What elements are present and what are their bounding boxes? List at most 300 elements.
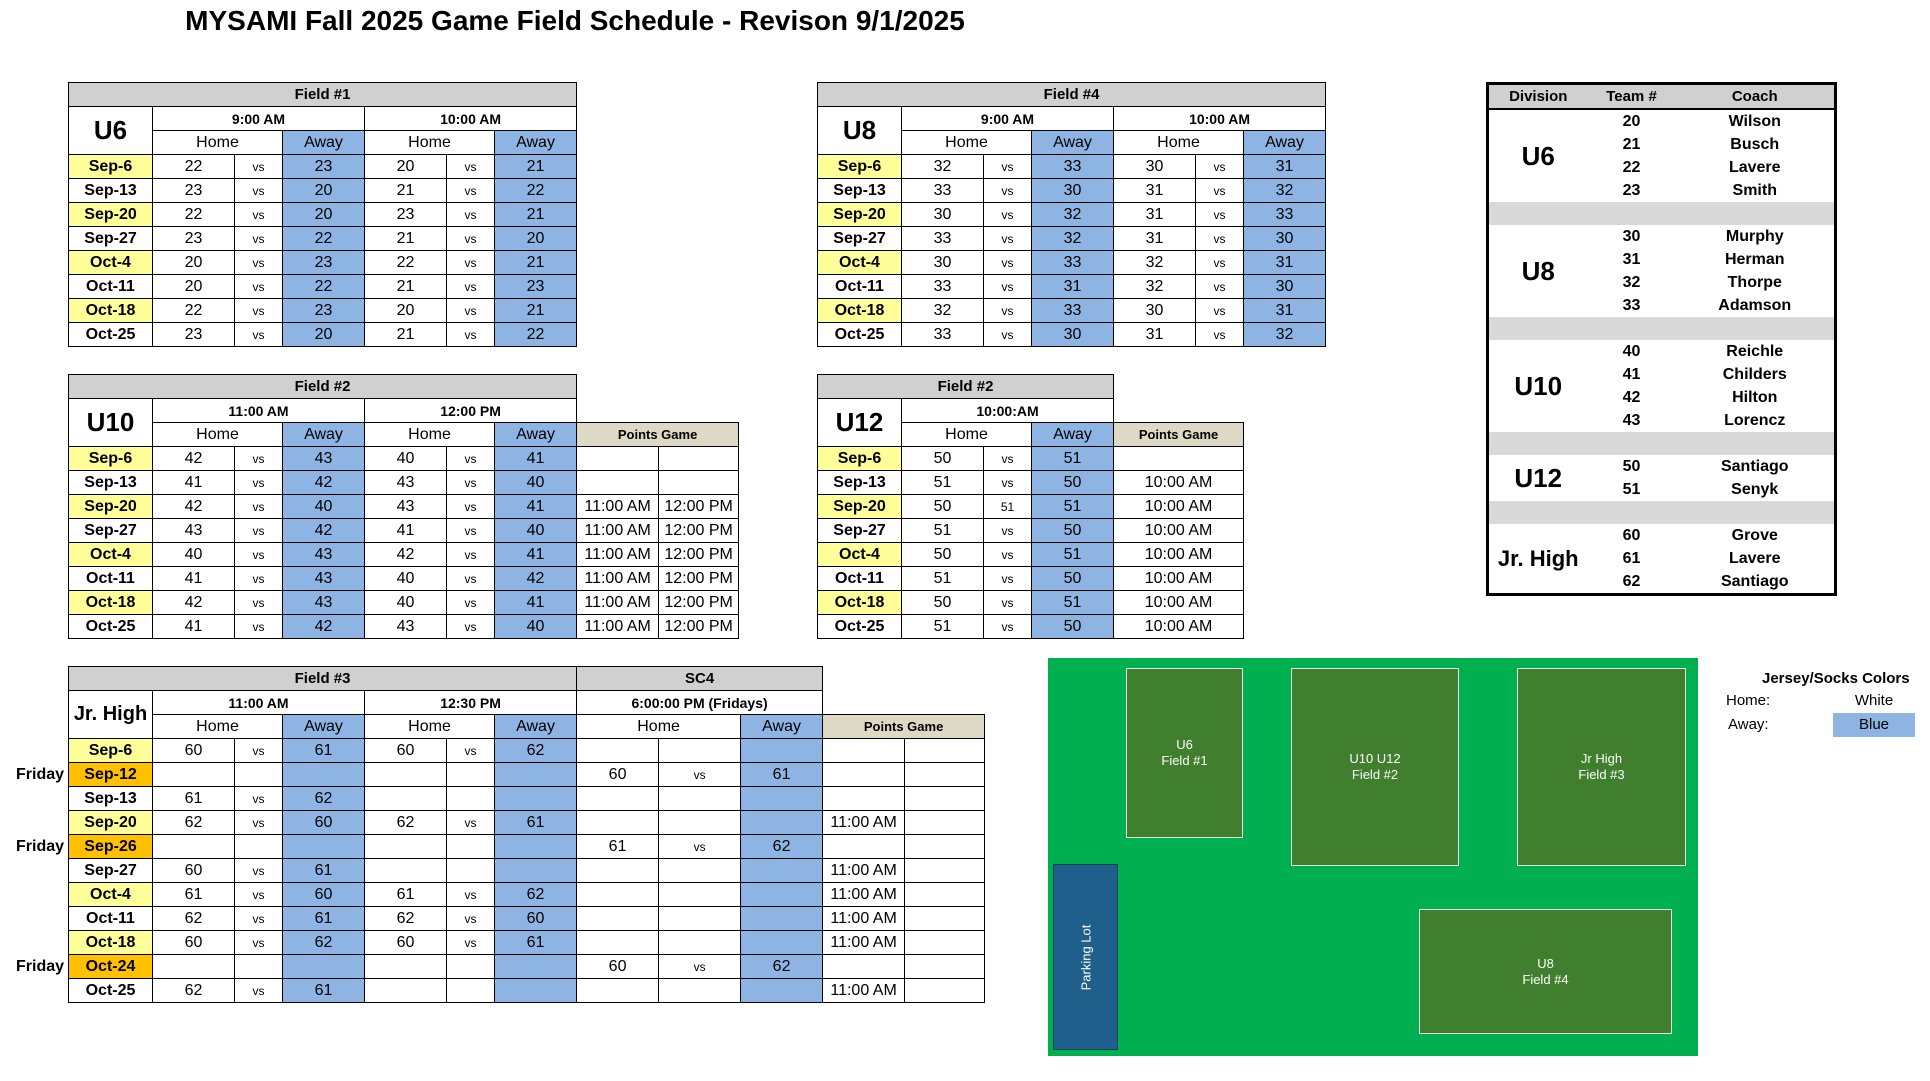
points-game-empty [905,955,985,979]
division-label: U12 [818,399,902,447]
home-team-cell: 31 [1114,203,1196,227]
date-cell: Oct-18 [818,299,902,323]
points-game-time: 11:00 AM [577,567,659,591]
table-row [818,299,1326,323]
home-team-cell [153,763,235,787]
date-cell: Sep-6 [818,155,902,179]
away-team-cell: 43 [283,591,365,615]
home-team-cell: 21 [365,179,447,203]
away-team-cell: 31 [1244,251,1326,275]
points-game-time: 11:00 AM [823,931,905,955]
vs-label: vs [1196,227,1244,251]
team-row [1488,340,1836,363]
legend-away-label: Away: [1728,716,1769,733]
u10-schedule-table [68,374,739,639]
away-team-cell: 23 [283,251,365,275]
vs-label: vs [1196,323,1244,347]
date-cell: Oct-4 [818,543,902,567]
division-separator [1488,432,1836,455]
away-team-cell: 20 [283,323,365,347]
away-team-cell: 50 [1032,471,1114,495]
points-game-time [577,471,659,495]
points-game-empty [905,931,985,955]
friday-label: Friday [16,957,65,975]
away-team-cell: 61 [495,811,577,835]
table-row [818,275,1326,299]
vs-label: vs [447,203,495,227]
points-game-time: 12:00 PM [659,567,739,591]
division-name: U6 [1521,140,1555,171]
away-header: Away [495,423,577,447]
vs-label: vs [235,883,283,907]
team-number: 50 [1622,457,1641,475]
home-header: Home [365,423,495,447]
home-team-cell: 60 [153,739,235,763]
date-cell: Sep-6 [69,155,153,179]
map-field-u6 [1126,668,1243,838]
points-game-time [823,763,905,787]
home-team-cell: 50 [902,591,984,615]
team-number: 43 [1622,411,1641,429]
away-team-cell: 41 [495,447,577,471]
vs-label: vs [447,567,495,591]
away-team-cell: 41 [495,543,577,567]
vs-label: vs [447,739,495,763]
points-game-time: 11:00 AM [577,519,659,543]
table-row [69,471,739,495]
away-team-cell: 30 [1244,275,1326,299]
table-row [818,471,1244,495]
home-team-cell [365,763,447,787]
coach-name: Herman [1724,250,1785,268]
table-row [69,907,985,931]
home-team-cell [577,931,659,955]
coach-name: Adamson [1718,296,1792,314]
away-team-cell: 40 [495,519,577,543]
points-game-empty [905,907,985,931]
points-game-time: 10:00 AM [1114,495,1244,519]
vs-label [659,979,741,1003]
sc4-header: SC4 [577,667,823,691]
home-team-cell: 32 [1114,275,1196,299]
home-team-cell: 60 [577,763,659,787]
home-team-cell [577,739,659,763]
table-row [69,979,985,1003]
vs-label: vs [659,835,741,859]
vs-label [447,979,495,1003]
coach-col-header: Coach [1676,84,1836,110]
away-team-cell: 43 [283,567,365,591]
away-header: Away [1032,131,1114,155]
map-field-number: Field #4 [1522,971,1569,987]
date-cell: Oct-18 [69,299,153,323]
away-team-cell: 62 [495,739,577,763]
away-team-cell: 22 [283,227,365,251]
home-team-cell: 51 [902,567,984,591]
table-row [69,931,985,955]
away-team-cell [741,739,823,763]
points-game-time: 12:00 PM [659,519,739,543]
table-row [69,299,577,323]
table-row [818,543,1244,567]
away-team-cell: 32 [1244,179,1326,203]
points-game-empty [905,835,985,859]
away-team-cell: 23 [283,299,365,323]
date-cell: Sep-6 [69,447,153,471]
team-number: 23 [1622,181,1641,199]
vs-label: vs [447,907,495,931]
away-team-cell: 21 [495,299,577,323]
away-team-cell [283,955,365,979]
vs-label: vs [235,787,283,811]
division-label: U8 [818,107,902,155]
away-team-cell [495,835,577,859]
vs-label: vs [447,275,495,299]
date-cell: Oct-25 [69,979,153,1003]
division-col-header: Division [1488,84,1588,110]
away-team-cell: 30 [1032,323,1114,347]
points-game-empty [905,739,985,763]
time-slot-2: 12:30 PM [365,691,577,715]
home-team-cell: 33 [902,275,984,299]
home-team-cell [577,787,659,811]
map-field-u10-u12 [1291,668,1459,866]
away-team-cell: 61 [283,739,365,763]
date-cell: Oct-11 [818,567,902,591]
team-number: 30 [1622,227,1641,245]
date-cell: Oct-18 [69,591,153,615]
away-team-cell: 41 [495,591,577,615]
time-slot-1: 10:00:AM [902,399,1114,423]
home-team-cell: 51 [902,471,984,495]
points-game-time: 11:00 AM [823,883,905,907]
vs-label: vs [984,543,1032,567]
vs-label [659,787,741,811]
table-row [818,495,1244,519]
away-team-cell: 32 [1032,203,1114,227]
time-slot-1: 11:00 AM [153,399,365,423]
table-row [69,859,985,883]
home-header: Home [902,423,1032,447]
legend-home-label: Home: [1726,692,1771,709]
home-team-cell: 41 [365,519,447,543]
division-name: U12 [1514,462,1563,493]
vs-label: vs [235,811,283,835]
coach-name: Busch [1730,135,1780,153]
table-row [69,203,577,227]
home-team-cell: 41 [153,615,235,639]
vs-label: vs [235,251,283,275]
table-row [818,227,1326,251]
table-row [69,811,985,835]
vs-label: vs [1196,179,1244,203]
vs-label [447,763,495,787]
away-team-cell: 50 [1032,567,1114,591]
vs-label: vs [984,591,1032,615]
team-number: 61 [1622,549,1641,567]
vs-label: vs [984,179,1032,203]
home-team-cell: 31 [1114,227,1196,251]
home-team-cell: 22 [153,299,235,323]
away-team-cell: 30 [1244,227,1326,251]
points-game-time [823,787,905,811]
away-team-cell: 62 [283,931,365,955]
team-number: 20 [1622,112,1641,130]
vs-label: vs [447,447,495,471]
away-team-cell: 42 [495,567,577,591]
points-game-time: 11:00 AM [577,615,659,639]
table-row [818,203,1326,227]
away-header: Away [283,131,365,155]
friday-label: Friday [16,837,65,855]
away-team-cell: 61 [283,907,365,931]
u6-schedule-table [68,82,577,347]
date-cell: Oct-11 [69,567,153,591]
home-team-cell: 61 [153,883,235,907]
vs-label: vs [447,615,495,639]
home-team-cell: 43 [365,471,447,495]
vs-label: vs [984,227,1032,251]
away-header: Away [283,423,365,447]
separator-cell [1488,202,1836,225]
points-game-time [823,955,905,979]
friday-label: Friday [16,765,65,783]
table-row [69,495,739,519]
vs-label: vs [235,739,283,763]
team-number: 32 [1622,273,1641,291]
vs-label: vs [984,155,1032,179]
vs-label: vs [984,519,1032,543]
table-row [69,567,739,591]
away-team-cell [741,931,823,955]
date-cell: Sep-27 [69,519,153,543]
home-team-cell: 30 [1114,155,1196,179]
vs-label: vs [659,955,741,979]
away-team-cell: 21 [495,155,577,179]
home-team-cell [577,979,659,1003]
points-game-empty [905,811,985,835]
table-row [818,155,1326,179]
time-slot-3: 6:00:00 PM (Fridays) [577,691,823,715]
table-row [69,275,577,299]
date-cell: Sep-13 [69,471,153,495]
time-slot-1: 9:00 AM [902,107,1114,131]
vs-label: vs [447,179,495,203]
home-team-cell: 40 [365,591,447,615]
points-game-time [659,471,739,495]
away-header: Away [1032,423,1114,447]
vs-label: vs [235,179,283,203]
home-team-cell: 20 [365,155,447,179]
points-game-time: 10:00 AM [1114,567,1244,591]
vs-label: vs [1196,155,1244,179]
vs-label [659,931,741,955]
vs-label: vs [984,615,1032,639]
vs-label: vs [235,931,283,955]
coach-name: Smith [1732,181,1777,199]
team-row [1488,524,1836,547]
points-game-empty [905,859,985,883]
home-team-cell: 61 [365,883,447,907]
away-team-cell [741,883,823,907]
table-row [69,519,739,543]
separator-cell [1488,317,1836,340]
home-team-cell: 62 [153,811,235,835]
vs-label: vs [1196,299,1244,323]
vs-label: vs [235,859,283,883]
vs-label [659,859,741,883]
away-team-cell: 33 [1032,251,1114,275]
away-team-cell: 23 [283,155,365,179]
home-header: Home [365,131,495,155]
home-team-cell: 50 [902,447,984,471]
home-team-cell [365,859,447,883]
home-header: Home [365,715,495,739]
vs-label: vs [447,299,495,323]
jr-high-schedule-table [68,666,985,1003]
date-cell: Oct-11 [69,907,153,931]
away-team-cell: 40 [495,471,577,495]
coach-name: Reichle [1726,342,1784,360]
vs-label: vs [235,299,283,323]
division-label: U6 [69,107,153,155]
away-team-cell: 31 [1032,275,1114,299]
home-team-cell: 32 [902,155,984,179]
home-team-cell: 43 [153,519,235,543]
division-label: U10 [69,399,153,447]
home-team-cell: 21 [365,275,447,299]
home-team-cell [577,811,659,835]
team-number: 33 [1622,296,1641,314]
table-row [818,323,1326,347]
away-team-cell: 32 [1244,323,1326,347]
home-team-cell: 32 [1114,251,1196,275]
home-team-cell: 40 [153,543,235,567]
division-separator [1488,501,1836,524]
vs-label: vs [235,447,283,471]
home-team-cell: 42 [153,591,235,615]
away-team-cell: 60 [495,907,577,931]
field-map [1048,658,1698,1056]
home-team-cell: 22 [153,155,235,179]
points-game-time: 10:00 AM [1114,615,1244,639]
home-team-cell [365,787,447,811]
vs-label: vs [447,811,495,835]
home-team-cell: 30 [902,203,984,227]
date-cell: Sep-13 [69,179,153,203]
home-team-cell: 42 [365,543,447,567]
coach-name: Santiago [1720,457,1789,475]
home-team-cell: 30 [902,251,984,275]
points-game-time: 10:00 AM [1114,519,1244,543]
away-team-cell: 22 [283,275,365,299]
map-field-label: U10 U12 [1349,751,1401,766]
vs-label: vs [235,543,283,567]
home-team-cell: 60 [365,739,447,763]
home-team-cell: 62 [365,907,447,931]
date-cell: Oct-11 [818,275,902,299]
away-team-cell [495,955,577,979]
division-coach-table [1486,82,1837,596]
coach-name: Wilson [1728,112,1781,130]
field-header: Field #3 [69,667,577,691]
vs-label: vs [235,203,283,227]
vs-label: vs [235,495,283,519]
home-team-cell [153,835,235,859]
table-row [69,251,577,275]
coach-name: Lorencz [1724,411,1786,429]
time-slot-2: 10:00 AM [365,107,577,131]
field-header: Field #4 [818,83,1326,107]
date-cell: Oct-11 [69,275,153,299]
points-game-time: 11:00 AM [577,495,659,519]
points-game-empty [905,883,985,907]
legend-home-swatch: White [1833,689,1915,713]
date-cell: Oct-4 [69,543,153,567]
vs-label: 51 [984,495,1032,519]
home-team-cell: 31 [1114,323,1196,347]
home-team-cell: 20 [153,251,235,275]
points-game-time [823,739,905,763]
away-team-cell: 20 [283,203,365,227]
vs-label [659,739,741,763]
vs-label: vs [447,323,495,347]
vs-label: vs [447,543,495,567]
away-team-cell: 40 [283,495,365,519]
team-number: 40 [1622,342,1641,360]
date-cell: Oct-18 [818,591,902,615]
map-field-number: Field #2 [1351,767,1399,782]
points-game-time: 12:00 PM [659,615,739,639]
time-slot-1: 11:00 AM [153,691,365,715]
field-header: Field #1 [69,83,577,107]
home-team-cell: 62 [365,811,447,835]
vs-label: vs [447,591,495,615]
table-row [818,567,1244,591]
date-cell: Sep-26 [69,835,153,859]
points-game-time: 10:00 AM [1114,591,1244,615]
time-slot-2: 12:00 PM [365,399,577,423]
u8-schedule-table [817,82,1326,347]
table-row [69,591,739,615]
vs-label: vs [447,519,495,543]
home-header: Home [1114,131,1244,155]
table-row [69,835,985,859]
date-cell: Sep-20 [69,203,153,227]
vs-label: vs [447,883,495,907]
division-name: U10 [1514,370,1563,401]
coach-name: Hilton [1732,388,1778,406]
date-cell: Sep-12 [69,763,153,787]
home-team-cell: 22 [153,203,235,227]
map-field-label: U8 [1537,955,1554,971]
coach-name: Senyk [1731,480,1779,498]
team-row [1488,109,1836,133]
team-number: 62 [1622,572,1641,590]
vs-label [235,763,283,787]
away-team-cell: 50 [1032,519,1114,543]
vs-label: vs [659,763,741,787]
away-team-cell: 43 [283,543,365,567]
home-team-cell: 60 [577,955,659,979]
points-game-time: 10:00 AM [1114,543,1244,567]
vs-label [659,883,741,907]
home-team-cell: 42 [153,495,235,519]
field-header: Field #2 [69,375,577,399]
points-game-time: 12:00 PM [659,591,739,615]
separator-cell [1488,432,1836,455]
vs-label: vs [447,251,495,275]
